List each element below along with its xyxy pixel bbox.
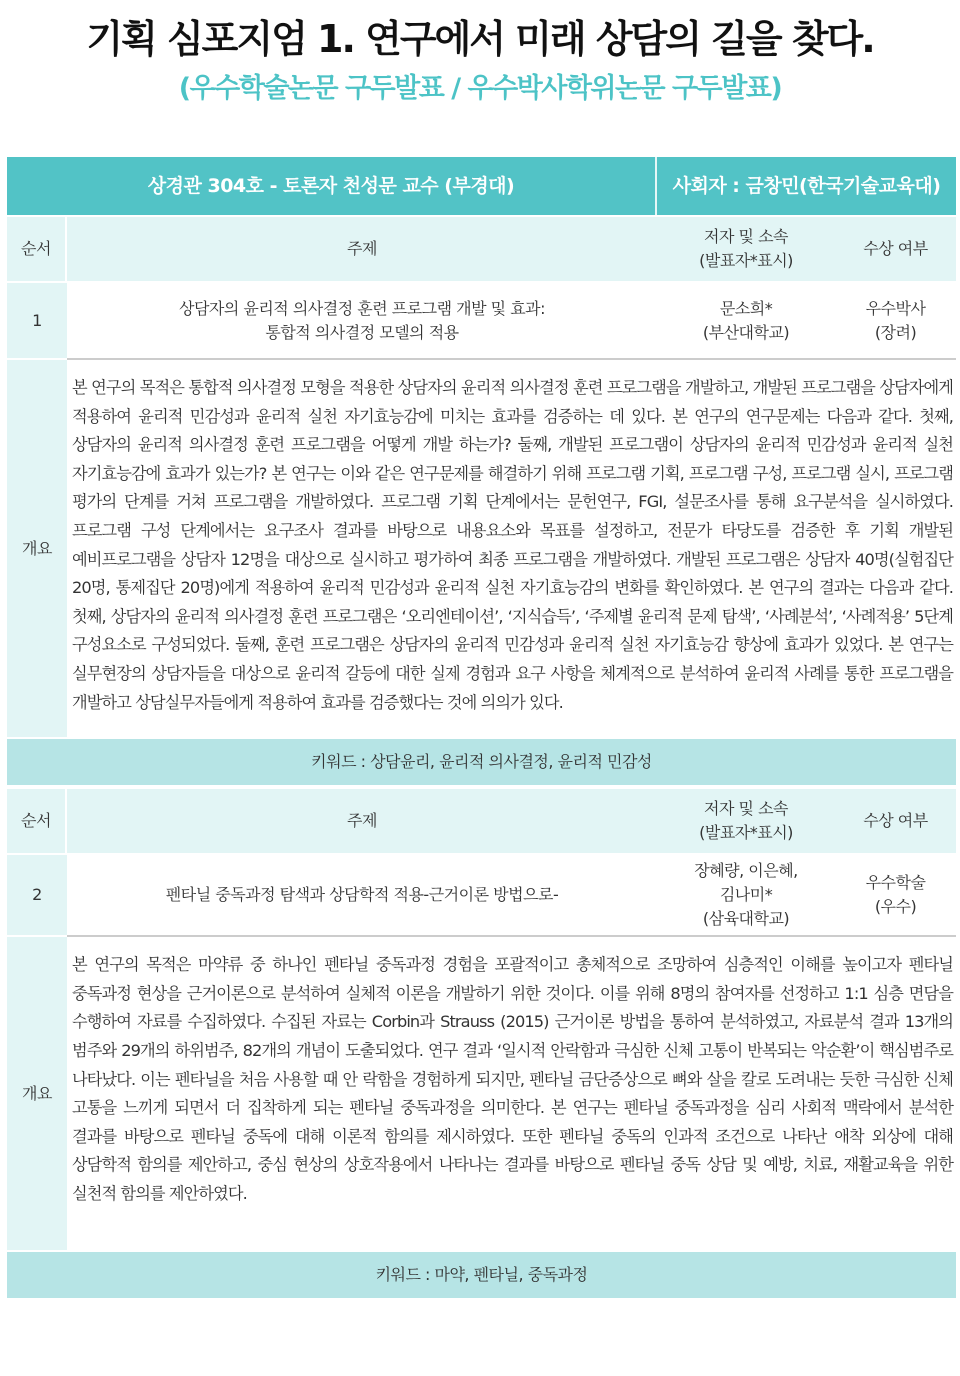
abstract-label: 개요 [7, 358, 67, 737]
table-row [7, 853, 956, 935]
author-affiliation: (삼육대학교) [702, 909, 790, 929]
award-type: 우수박사 [865, 298, 926, 318]
paper-author [657, 281, 835, 358]
abstract-label: 개요 [7, 935, 67, 1250]
session-room: 상경관 304호 - 토론자 천성문 교수 (부경대) [7, 157, 657, 215]
paper-topic-line1: 상담자의 윤리적 의사결정 훈련 프로그램 개발 및 효과: [178, 298, 546, 318]
col-order: 순서 [7, 787, 67, 853]
author-affiliation: (부산대학교) [702, 322, 790, 342]
col-author [657, 787, 835, 853]
paper-order: 1 [7, 281, 67, 358]
col-author-line1: 저자 및 소속 [704, 227, 788, 246]
keywords-row [7, 1250, 956, 1300]
col-order: 순서 [7, 215, 67, 281]
column-header-row [7, 215, 956, 281]
paper-award [835, 853, 956, 935]
award-level: (장려) [874, 322, 917, 342]
abstract-text: 본 연구의 목적은 통합적 의사결정 모형을 적용한 상담자의 윤리적 의사결정 훈련 프로그램을 개발하고, 개발된 프로그램을 상담자에게 적용하여 윤리적 민감성과 윤리적 실천 자기효능감에 미치는 효과를 검증하는 데 있다. 본 연구의 연구문제는 다음과 같다. 첫째, 상담자의 윤리적 의사결정 훈련 프로그램을 어떻게 개발 하는가? 둘째, 개발된 프로그램이 상담자의 윤리적 민감성과 윤리적 실천 자기효능감에 효과가 있는가? 본 연구는 이와 같은 연구문제를 해결하기 위해 프로그램 기획, 프로그램 구성, 프로그램 실시, 프로그램 평가의 단계를 거쳐 프로그램을 개발하였다. 프로그램 기획 단계에서는 문헌연구, FGI, 설문조사를 통해 요구분석을 실시하였다. 프로그램 구성 단계에서는 요구조사 결과를 바탕으로 내용요소와 목표를 설정하고, 전문가 타당도를 검증한 후 기획 개발된 예비프로그램을 상담자 12명을 대상으로 실시하고 평가하여 최종 프로그램을 개발하였다. 개발된 프로그램은 상담자 40명(실험집단 20명, 통제집단 20명)에게 적용하여 윤리적 민감성과 윤리적 실천 자기효능감의 변화를 확인하였다. 본 연구의 결과는 다음과 같다. 첫째, 상담자의 윤리적 의사결정 훈련 프로그램은 ‘오리엔테이션’, ‘지식습득’, ‘주제별 윤리적 문제 탐색’, ‘사례분석’, ‘사례적용’ 5단계 구성요소로 구성되었다. 둘째, 훈련 프로그램은 상담자의 윤리적 민감성과 윤리적 실천 자기효능감 향상에 효과가 있었다. 본 연구는 실무현장의 상담자들을 대상으로 윤리적 갈등에 대한 실제 경험과 요구 사항을 체계적으로 분석하여 윤리적 사례를 통한 프로그램을 개발하고 상담실무자들에게 적용하여 효과를 검증했다는 것에 의의가 있다. [67, 358, 956, 737]
symposium-table [7, 157, 956, 1300]
col-topic: 주제 [67, 787, 657, 853]
session-moderator: 사회자 : 금창민(한국기술교육대) [657, 157, 956, 215]
keywords: 키워드 : 마약, 펜타닐, 중독과정 [7, 1250, 956, 1300]
keywords: 키워드 : 상담윤리, 윤리적 의사결정, 윤리적 민감성 [7, 737, 956, 787]
author-names: 장혜량, 이은혜, [694, 861, 798, 881]
table-row [7, 281, 956, 358]
col-topic: 주제 [67, 215, 657, 281]
paper-order: 2 [7, 853, 67, 935]
paper-award [835, 281, 956, 358]
session-header-row [7, 157, 956, 215]
col-author-line2: (발표자*표시) [699, 251, 793, 270]
paper-topic-line2: 통합적 의사결정 모델의 적용 [265, 322, 459, 342]
paper-author [657, 853, 835, 935]
col-author-line2: (발표자*표시) [699, 823, 793, 843]
author-name: 문소희* [719, 298, 773, 318]
paper-topic: 펜타닐 중독과정 탐색과 상담학적 적용-근거이론 방법으로- [67, 853, 657, 935]
author-presenter: 김나미* [719, 885, 773, 905]
column-header-row [7, 787, 956, 853]
col-author [657, 215, 835, 281]
col-author-line1: 저자 및 소속 [704, 799, 788, 819]
award-level: (우수) [874, 897, 917, 917]
abstract-row [7, 935, 956, 1250]
keywords-row [7, 737, 956, 787]
abstract-text: 본 연구의 목적은 마약류 중 하나인 펜타닐 중독과정 경험을 포괄적이고 총체적으로 조망하여 심층적인 이해를 높이고자 펜타닐 중독과정 현상을 근거이론으로 분석하여 실체적 이론을 개발하기 위한 것이다. 이를 위해 8명의 참여자를 선정하고 1:1 심층 면담을 수행하여 자료를 수집하였다. 수집된 자료는 Corbin과 Strauss (2015) 근거이론 방법을 통하여 분석하였고, 자료분석 결과 13개의 범주와 29개의 하위범주, 82개의 개념이 도출되었다. 연구 결과 ‘일시적 안락함과 극심한 신체 고통이 반복되는 악순환’이 핵심범주로 나타났다. 이는 펜타닐을 처음 사용할 때 안 락함을 경험하게 되지만, 펜타닐 금단증상으로 뼈와 살을 칼로 도려내는 듯한 극심한 신체 고통을 느끼게 되면서 더 집착하게 되는 펜타닐 중독과정을 의미한다. 본 연구는 펜타닐 중독과정을 심리 사회적 맥락에서 분석한 결과를 바탕으로 펜타닐 중독에 대해 이론적 함의를 제시하였다. 또한 펜타닐 중독의 인과적 조건으로 나타난 애착 외상에 대해 상담학적 함의를 제안하고, 중심 현상의 상호작용에서 나타나는 결과를 바탕으로 펜타닐 중독 상담 및 예방, 치료, 재활교육을 위한 실천적 함의를 제안하였다. [67, 935, 956, 1250]
paper-topic [67, 281, 657, 358]
col-award: 수상 여부 [835, 215, 956, 281]
col-award: 수상 여부 [835, 787, 956, 853]
page-subtitle: (우수학술논문 구두발표 / 우수박사학위논문 구두발표) [178, 73, 782, 104]
abstract-row [7, 358, 956, 737]
award-type: 우수학술 [865, 873, 926, 893]
page-title: 기획 심포지엄 1. 연구에서 미래 상담의 길을 찾다. [86, 17, 874, 61]
